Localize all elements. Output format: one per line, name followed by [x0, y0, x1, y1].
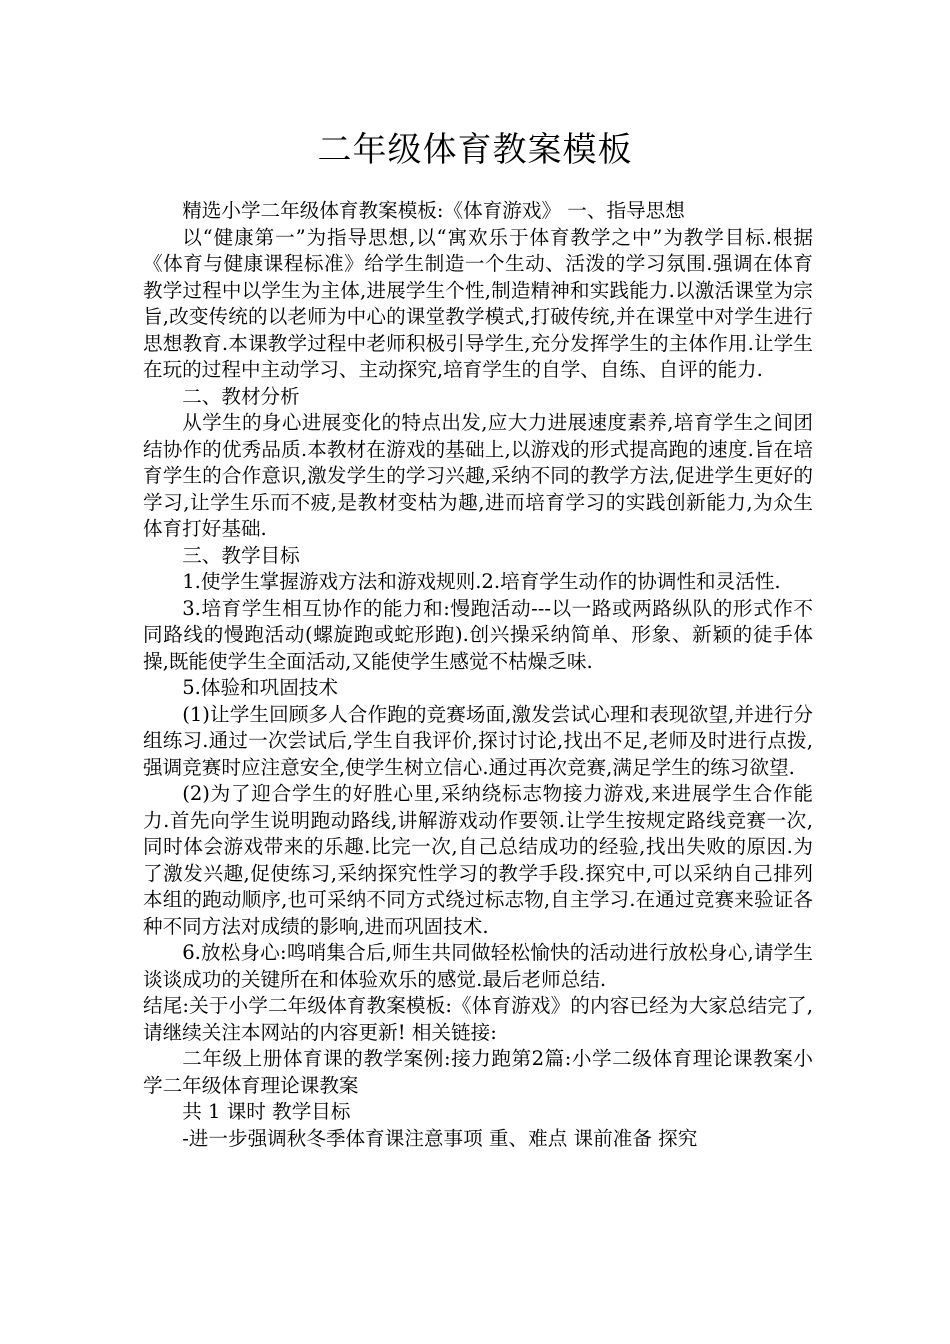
paragraph: 6.放松身心:鸣哨集合后,师生共同做轻松愉快的活动进行放松身心,请学生谈谈成功的关键所在和体验欢乐的感觉.最后老师总结.: [143, 941, 813, 991]
paragraph: (1)让学生回顾多人合作跑的竞赛场面,激发尝试心理和表现欲望,并进行分组练习.通过一次尝试后,学生自我评价,探讨讨论,找出不足,老师及时进行点拨,强调竞赛时应注意安全,使学生树立信心.通过再次竞赛,满足学生的练习欲望.: [143, 702, 813, 779]
paragraph: 结尾:关于小学二年级体育教案模板:《体育游戏》的内容已经为大家总结完了,请继续关注本网站的内容更新! 相关链接:: [143, 994, 813, 1044]
paragraph: -进一步强调秋冬季体育课注意事项 重、难点 课前准备 探究: [182, 1126, 698, 1150]
paragraph: 二、教材分析: [182, 384, 300, 408]
paragraph: 1.使学生掌握游戏方法和游戏规则.2.培育学生动作的协调性和灵活性.: [182, 570, 781, 593]
paragraph: 共 1 课时 教学目标: [182, 1100, 351, 1123]
paragraph: 二年级上册体育课的教学案例:接力跑第2篇:小学二级体育理论课教案小学二年级体育理论课教案: [143, 1047, 813, 1097]
paragraph: 以“健康第一”为指导思想,以“寓欢乐于体育教学之中”为教学目标.根据《体育与健康课程标准》给学生制造一个生动、活泼的学习氛围.强调在体育教学过程中以学生为主体,进展学生个性,制造精神和实践能力.以激活课堂为宗旨,改变传统的以老师为中心的课堂教学模式,打破传统,并在课堂中对学生进行思想教育.本课教学过程中老师积极引导学生,充分发挥学生的主体作用.让学生在玩的过程中主动学习、主动探究,培育学生的自学、自练、自评的能力.: [143, 225, 813, 381]
paragraph: (2)为了迎合学生的好胜心里,采纳绕标志物接力游戏,来进展学生合作能力.首先向学生说明跑动路线,讲解游戏动作要领.让学生按规定路线竞赛一次,同时体会游戏带来的乐趣.比完一次,自己总结成功的经验,找出失败的原因.为了激发兴趣,促使练习,采纳探究性学习的教学手段.探究中,可以采纳自己排列本组的跑动顺序,也可采纳不同方式绕过标志物,自主学习.在通过竞赛来验证各种不同方法对成绩的影响,进而巩固技术.: [143, 782, 813, 938]
paragraph: 从学生的身心进展变化的特点出发,应大力进展速度素养,培育学生之间团结协作的优秀品质.本教材在游戏的基础上,以游戏的形式提高跑的速度.旨在培育学生的合作意识,激发学生的学习兴趣,采纳不同的教学方法,促进学生更好的学习,让学生乐而不疲,是教材变枯为趣,进而培育学习的实践创新能力,为众生体育打好基础.: [143, 411, 813, 540]
document-body: [143, 198, 813, 1152]
paragraph: 精选小学二年级体育教案模板:《体育游戏》 一、指导思想: [182, 199, 685, 222]
paragraph: 3.培育学生相互协作的能力和:慢跑活动---以一路或两路纵队的形式作不同路线的慢跑活动(螺旋跑或蛇形跑).创兴操采纳简单、形象、新颖的徒手体操,既能使学生全面活动,又能使学生感觉不枯燥乏味.: [143, 596, 813, 673]
paragraph: 三、教学目标: [182, 543, 300, 567]
paragraph: 5.体验和巩固技术: [182, 676, 339, 699]
document-title: 二年级体育教案模板: [317, 130, 633, 170]
